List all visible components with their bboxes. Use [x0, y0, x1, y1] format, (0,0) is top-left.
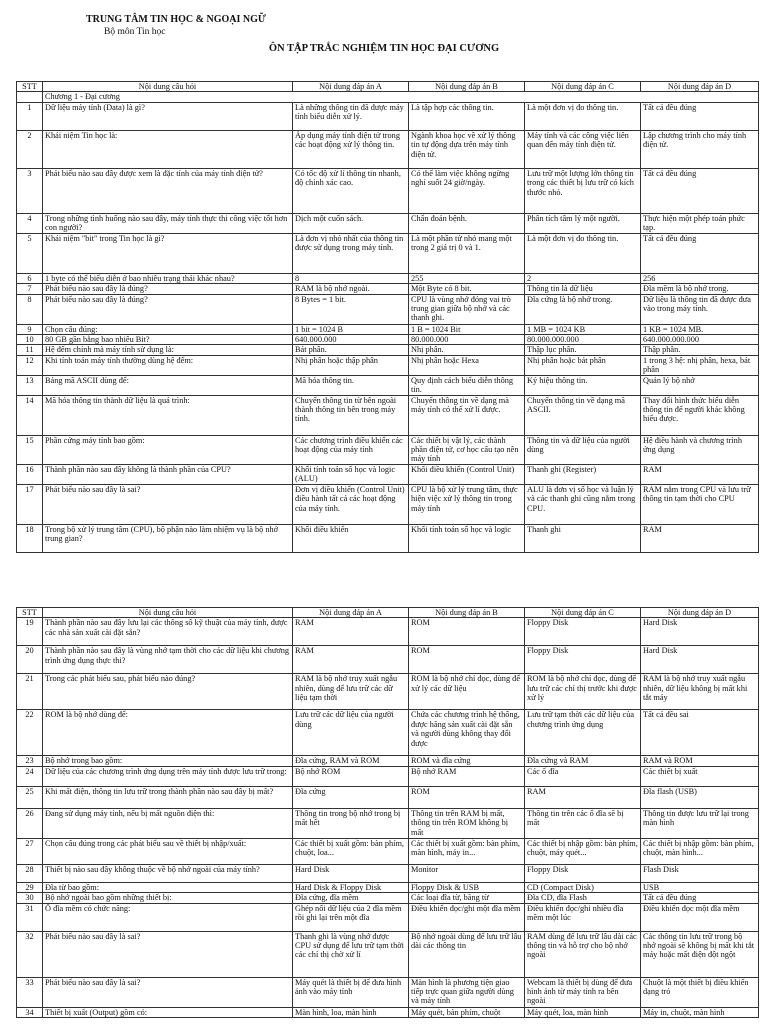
- header-org: TRUNG TÂM TIN HỌC & NGOẠI NGỮ: [86, 14, 266, 25]
- column-header: Nội dung đáp án B: [409, 608, 525, 618]
- row-number: 20: [17, 646, 43, 674]
- answer-cell: RAM và ROM: [641, 756, 759, 766]
- table-row: [17, 524, 759, 552]
- answer-cell: Nhị phân hoặc bát phân: [525, 355, 641, 375]
- row-number: 4: [17, 213, 43, 233]
- answer-cell: Các thông tin lưu trữ trong bộ nhớ ngoài sẽ không bị mất khi tắt máy hoặc mất điện đột ngột: [641, 931, 759, 977]
- answer-cell: RAM là bộ nhớ ngoài.: [293, 284, 409, 294]
- question-cell: Ổ đĩa mềm có chức năng:: [43, 903, 293, 931]
- answer-cell: Các thiết bị nhập gồm: bàn phím, chuột, máy quét...: [525, 838, 641, 864]
- column-header: Nội dung câu hỏi: [43, 82, 293, 92]
- answer-cell: 1 MB = 1024 KB: [525, 324, 641, 334]
- answer-cell: Là một phần tử nhỏ mang một trong 2 giá trị 0 và 1.: [409, 233, 525, 273]
- column-header: Nội dung đáp án C: [525, 608, 641, 618]
- question-cell: Hệ đếm chính mà máy tính sử dụng là:: [43, 345, 293, 355]
- answer-cell: RAM nằm trong CPU và lưu trữ thông tin tạm thời cho CPU: [641, 484, 759, 524]
- answer-cell: Là tập hợp các thông tin.: [409, 102, 525, 130]
- table-row: [17, 294, 759, 324]
- question-cell: Bộ nhớ ngoài bao gồm những thiết bị:: [43, 893, 293, 903]
- row-number: 30: [17, 893, 43, 903]
- question-cell: Đang sử dụng máy tính, nếu bị mất nguồn điện thì:: [43, 808, 293, 838]
- answer-cell: Dịch một cuốn sách.: [293, 213, 409, 233]
- answer-cell: Mã hóa thông tin.: [293, 375, 409, 395]
- row-number: 28: [17, 864, 43, 882]
- answer-cell: RAM: [293, 618, 409, 646]
- table-row: [17, 882, 759, 892]
- answer-cell: ROM: [409, 786, 525, 808]
- question-cell: Đĩa từ bao gồm:: [43, 882, 293, 892]
- column-header: Nội dung đáp án D: [641, 608, 759, 618]
- answer-cell: Hard Disk: [641, 646, 759, 674]
- table-row: [17, 355, 759, 375]
- answer-cell: Floppy Disk: [525, 864, 641, 882]
- answer-cell: Floppy Disk: [525, 646, 641, 674]
- answer-cell: Chuyển thông tin về dạng mà máy tính có thể xử lí được.: [409, 395, 525, 435]
- question-cell: 1 byte có thể biểu diễn ở bao nhiêu trạng thái khác nhau?: [43, 273, 293, 283]
- row-number: 22: [17, 710, 43, 756]
- answer-cell: Bộ nhớ ngoài dùng để lưu trữ lâu dài các thông tin: [409, 931, 525, 977]
- answer-cell: ROM là bộ nhớ chỉ đọc, dùng để xử lý các dữ liệu: [409, 674, 525, 710]
- answer-cell: Các thiết bị nhập gồm: bàn phím, chuột, màn hình...: [641, 838, 759, 864]
- answer-cell: Chứa các chương trình hệ thống, được hãng sản xuất cài đặt sẵn và người dùng không thay đổi được: [409, 710, 525, 756]
- chapter-blank-cell: [17, 92, 43, 102]
- answer-cell: Thanh ghi: [525, 524, 641, 552]
- table-row: [17, 395, 759, 435]
- answer-cell: Flash Disk: [641, 864, 759, 882]
- chapter-row: [17, 92, 759, 102]
- answer-cell: Là đơn vị nhỏ nhất của thông tin được sử dụng trong máy tính.: [293, 233, 409, 273]
- table-row: [17, 838, 759, 864]
- column-header: Nội dung đáp án C: [525, 82, 641, 92]
- answer-cell: Hard Disk & Floppy Disk: [293, 882, 409, 892]
- answer-cell: 8 Bytes = 1 bit.: [293, 294, 409, 324]
- answer-cell: 640.000.000: [293, 335, 409, 345]
- answer-cell: Floppy Disk & USB: [409, 882, 525, 892]
- row-number: 18: [17, 524, 43, 552]
- question-table-2: [16, 607, 759, 1018]
- answer-cell: Tất cả đều sai: [641, 710, 759, 756]
- row-number: 24: [17, 766, 43, 786]
- answer-cell: Tất cả đều đúng: [641, 893, 759, 903]
- question-cell: Khái niệm "bit" trong Tin học là gì?: [43, 233, 293, 273]
- answer-cell: Tất cả đều đúng: [641, 168, 759, 213]
- row-number: 23: [17, 756, 43, 766]
- column-header: Nội dung đáp án A: [293, 608, 409, 618]
- answer-cell: Đĩa cứng là bộ nhớ trong.: [525, 294, 641, 324]
- table-row: [17, 435, 759, 464]
- answer-cell: Máy quét, loa, màn hình: [525, 1007, 641, 1017]
- question-cell: Thành phần nào sau đây không là thành phần của CPU?: [43, 464, 293, 484]
- answer-cell: Màn hình là phương tiện giao tiếp trực quan giữa người dùng và máy tính: [409, 977, 525, 1007]
- column-header: STT: [17, 608, 43, 618]
- answer-cell: Tất cả đều đúng: [641, 102, 759, 130]
- answer-cell: Thông tin trên RAM bị mất, thông tin trên ROM không bị mất: [409, 808, 525, 838]
- answer-cell: Các ổ đĩa: [525, 766, 641, 786]
- row-number: 1: [17, 102, 43, 130]
- answer-cell: 1 KB = 1024 MB.: [641, 324, 759, 334]
- table-row: [17, 893, 759, 903]
- table-row: [17, 710, 759, 756]
- question-cell: Phát biểu nào sau đây là sai?: [43, 484, 293, 524]
- table-row: [17, 130, 759, 168]
- answer-cell: Đĩa mềm là bộ nhớ trong.: [641, 284, 759, 294]
- table-row: [17, 646, 759, 674]
- header-dept: Bộ môn Tin học: [104, 27, 166, 37]
- answer-cell: Chuột là một thiết bị điều khiển dạng trỏ: [641, 977, 759, 1007]
- answer-cell: Máy tính và các công việc liên quan đến máy tính điện tử.: [525, 130, 641, 168]
- table-row: [17, 931, 759, 977]
- table-row: [17, 375, 759, 395]
- table-row: [17, 864, 759, 882]
- answer-cell: Bát phân.: [293, 345, 409, 355]
- answer-cell: Thay đổi hình thức biểu diễn thông tin để người khác không hiểu được.: [641, 395, 759, 435]
- table-row: [17, 484, 759, 524]
- question-cell: Khái niệm Tin học là:: [43, 130, 293, 168]
- answer-cell: ROM: [409, 646, 525, 674]
- answer-cell: Điều khiển đọc một đĩa mềm: [641, 903, 759, 931]
- answer-cell: Các thiết bị xuất gồm: bàn phím, chuột, loa...: [293, 838, 409, 864]
- chapter-title: Chương 1 - Đại cương: [43, 92, 759, 102]
- table-row: [17, 674, 759, 710]
- question-cell: Dữ liệu máy tính (Data) là gì?: [43, 102, 293, 130]
- answer-cell: Nhị phân hoặc Hexa: [409, 355, 525, 375]
- answer-cell: 640.000.000.000: [641, 335, 759, 345]
- table-header-row: [17, 82, 759, 92]
- question-cell: Phần cứng máy tính bao gồm:: [43, 435, 293, 464]
- table-row: [17, 284, 759, 294]
- column-header: Nội dung đáp án B: [409, 82, 525, 92]
- table-row: [17, 903, 759, 931]
- question-cell: Trong bộ xử lý trung tâm (CPU), bộ phận nào làm nhiệm vụ là bộ nhớ trung gian?: [43, 524, 293, 552]
- answer-cell: Lập chương trình cho máy tính điện tử.: [641, 130, 759, 168]
- answer-cell: Đĩa cứng, RAM và ROM: [293, 756, 409, 766]
- row-number: 25: [17, 786, 43, 808]
- row-number: 14: [17, 395, 43, 435]
- question-cell: Trong các phát biểu sau, phát biểu nào đúng?: [43, 674, 293, 710]
- answer-cell: Lưu trữ một lượng lớn thông tin trong các thiết bị lưu trữ có kích thước nhỏ.: [525, 168, 641, 213]
- table-row: [17, 766, 759, 786]
- question-cell: Dữ liệu của các chương trình ứng dụng trên máy tính được lưu trữ trong:: [43, 766, 293, 786]
- row-number: 33: [17, 977, 43, 1007]
- answer-cell: Máy in, chuột, màn hình: [641, 1007, 759, 1017]
- row-number: 5: [17, 233, 43, 273]
- answer-cell: Khối tính toán số học và logic: [409, 524, 525, 552]
- row-number: 2: [17, 130, 43, 168]
- question-cell: Phát biểu nào sau đây là sai?: [43, 977, 293, 1007]
- answer-cell: Là một đơn vị đo thông tin.: [525, 102, 641, 130]
- answer-cell: CPU là vùng nhớ đóng vai trò trung gian giữa bộ nhớ và các thanh ghi.: [409, 294, 525, 324]
- answer-cell: Bộ nhớ ROM: [293, 766, 409, 786]
- answer-cell: Các loại đĩa từ, băng từ: [409, 893, 525, 903]
- question-cell: Bảng mã ASCII dùng để:: [43, 375, 293, 395]
- answer-cell: Đĩa CD, đĩa Flash: [525, 893, 641, 903]
- question-cell: Trong những tình huống nào sau đây, máy tính thực thi công việc tốt hơn con người?: [43, 213, 293, 233]
- answer-cell: Nhị phân.: [409, 345, 525, 355]
- answer-cell: Đĩa cứng, đĩa mềm: [293, 893, 409, 903]
- column-header: Nội dung đáp án A: [293, 82, 409, 92]
- table-row: [17, 324, 759, 334]
- row-number: 17: [17, 484, 43, 524]
- answer-cell: 1 B = 1024 Bit: [409, 324, 525, 334]
- question-table-1: [16, 81, 759, 553]
- question-cell: Thiết bị nào sau đây không thuộc về bộ nhớ ngoài của máy tính?: [43, 864, 293, 882]
- table-row: [17, 1007, 759, 1017]
- table-row: [17, 756, 759, 766]
- answer-cell: Quản lý bộ nhớ: [641, 375, 759, 395]
- question-cell: Khi tính toán máy tính thường dùng hệ đếm:: [43, 355, 293, 375]
- question-cell: Thiết bị xuất (Output) gồm có:: [43, 1007, 293, 1017]
- answer-cell: Webcam là thiết bị dùng để đưa hình ảnh từ máy tính ra bên ngoài: [525, 977, 641, 1007]
- row-number: 29: [17, 882, 43, 892]
- answer-cell: Thông tin trên các ổ đĩa sẽ bị mất: [525, 808, 641, 838]
- row-number: 21: [17, 674, 43, 710]
- question-cell: Thành phần nào sau đây lưu lại các thông số kỹ thuật của máy tính, được các nhà sản xuất cài đặt sẵn?: [43, 618, 293, 646]
- answer-cell: Thanh ghi là vùng nhớ được CPU sử dụng để lưu trữ tạm thời các chỉ thị chờ xử lí: [293, 931, 409, 977]
- answer-cell: Tất cả đều đúng: [641, 233, 759, 273]
- table-row: [17, 233, 759, 273]
- answer-cell: Chuyển thông tin về dạng mã ASCII.: [525, 395, 641, 435]
- answer-cell: 256: [641, 273, 759, 283]
- row-number: 27: [17, 838, 43, 864]
- answer-cell: Chuyển thông tin từ bên ngoài thành thông tin bên trong máy tính.: [293, 395, 409, 435]
- answer-cell: Hệ điều hành và chương trình ứng dụng: [641, 435, 759, 464]
- answer-cell: Phân tích tâm lý một người.: [525, 213, 641, 233]
- row-number: 6: [17, 273, 43, 283]
- table-row: [17, 786, 759, 808]
- question-cell: ROM là bộ nhớ dùng để:: [43, 710, 293, 756]
- table-row: [17, 168, 759, 213]
- row-number: 13: [17, 375, 43, 395]
- answer-cell: Thông tin trong bộ nhớ trong bị mất hết: [293, 808, 409, 838]
- answer-cell: Chẩn đoán bệnh.: [409, 213, 525, 233]
- row-number: 12: [17, 355, 43, 375]
- row-number: 9: [17, 324, 43, 334]
- table-row: [17, 464, 759, 484]
- answer-cell: ALU là đơn vị số học và luận lý và các thanh ghi cũng nằm trong CPU.: [525, 484, 641, 524]
- answer-cell: 255: [409, 273, 525, 283]
- answer-cell: Floppy Disk: [525, 618, 641, 646]
- answer-cell: Các thiết bị xuất gồm: bàn phím, màn hình, máy in...: [409, 838, 525, 864]
- answer-cell: 2: [525, 273, 641, 283]
- column-header: Nội dung đáp án D: [641, 82, 759, 92]
- row-number: 10: [17, 335, 43, 345]
- answer-cell: Có tốc độ xử lí thông tin nhanh, độ chính xác cao.: [293, 168, 409, 213]
- row-number: 11: [17, 345, 43, 355]
- row-number: 26: [17, 808, 43, 838]
- answer-cell: Khối điều khiển (Control Unit): [409, 464, 525, 484]
- question-cell: Phát biểu nào sau đây là sai?: [43, 931, 293, 977]
- question-cell: Phát biểu nào sau đây được xem là đặc tính của máy tính điện tử?: [43, 168, 293, 213]
- answer-cell: Thanh ghi (Register): [525, 464, 641, 484]
- answer-cell: RAM: [641, 524, 759, 552]
- answer-cell: CD (Compact Disk): [525, 882, 641, 892]
- question-cell: Thành phần nào sau đây là vùng nhớ tạm thời cho các dữ liệu khi chương trình ứng dụng thực thi?: [43, 646, 293, 674]
- table-row: [17, 977, 759, 1007]
- table-header-row: [17, 608, 759, 618]
- answer-cell: Lưu trữ các dữ liệu của người dùng: [293, 710, 409, 756]
- answer-cell: Khối tính toán số học và logic (ALU): [293, 464, 409, 484]
- answer-cell: Điều khiển đọc/ghi nhiều đĩa mềm một lúc: [525, 903, 641, 931]
- row-number: 32: [17, 931, 43, 977]
- row-number: 16: [17, 464, 43, 484]
- row-number: 7: [17, 284, 43, 294]
- table-row: [17, 618, 759, 646]
- answer-cell: Dữ liệu là thông tin đã được đưa vào trong máy tính.: [641, 294, 759, 324]
- answer-cell: 1 trong 3 hệ: nhị phân, hexa, bát phân: [641, 355, 759, 375]
- answer-cell: ROM và đĩa cứng: [409, 756, 525, 766]
- question-cell: Phát biểu nào sau đây là đúng?: [43, 294, 293, 324]
- answer-cell: Monitor: [409, 864, 525, 882]
- question-cell: Chọn câu đúng trong các phát biểu sau về thiết bị nhập/xuất:: [43, 838, 293, 864]
- answer-cell: Các chương trình điều khiển các hoạt động của máy tính: [293, 435, 409, 464]
- answer-cell: Một Byte có 8 bit.: [409, 284, 525, 294]
- answer-cell: Thông tin là dữ liệu: [525, 284, 641, 294]
- answer-cell: Ghép nối dữ liệu của 2 đĩa mềm rồi ghi lại trên một đĩa: [293, 903, 409, 931]
- answer-cell: RAM dùng để lưu trữ lâu dài các thông tin và hỗ trợ cho bộ nhớ ngoài: [525, 931, 641, 977]
- row-number: 19: [17, 618, 43, 646]
- question-cell: Bộ nhớ trong bao gồm:: [43, 756, 293, 766]
- answer-cell: Quy định cách biểu diễn thông tin.: [409, 375, 525, 395]
- question-cell: 80 GB gần bằng bao nhiêu Bit?: [43, 335, 293, 345]
- answer-cell: RAM: [293, 646, 409, 674]
- question-cell: Chọn câu đúng:: [43, 324, 293, 334]
- answer-cell: Thập phân.: [641, 345, 759, 355]
- answer-cell: Máy quét là thiết bị để đưa hình ảnh vào máy tính: [293, 977, 409, 1007]
- answer-cell: USB: [641, 882, 759, 892]
- answer-cell: Ngành khoa học về xử lý thông tin tự động dựa trên máy tính điện tử.: [409, 130, 525, 168]
- answer-cell: Hard Disk: [641, 618, 759, 646]
- answer-cell: 80.000.000.000: [525, 335, 641, 345]
- answer-cell: Máy quét, bàn phím, chuột: [409, 1007, 525, 1017]
- table-row: [17, 808, 759, 838]
- row-number: 15: [17, 435, 43, 464]
- table-row: [17, 213, 759, 233]
- answer-cell: Đơn vị điều khiển (Control Unit) điều hành tất cả các hoạt động của máy tính.: [293, 484, 409, 524]
- answer-cell: Các thiết bị vật lý, các thành phần điện tử, cơ học cấu tạo nên máy tính: [409, 435, 525, 464]
- answer-cell: RAM là bộ nhớ truy xuất ngẫu nhiên, dùng để lưu trữ các dữ liệu tạm thời: [293, 674, 409, 710]
- answer-cell: Áp dụng máy tính điện tử trong các hoạt động xử lý thông tin.: [293, 130, 409, 168]
- answer-cell: 8: [293, 273, 409, 283]
- answer-cell: Màn hình, loa, màn hình: [293, 1007, 409, 1017]
- answer-cell: Nhị phân hoặc thập phân: [293, 355, 409, 375]
- table-row: [17, 102, 759, 130]
- table-row: [17, 345, 759, 355]
- answer-cell: Đĩa flash (USB): [641, 786, 759, 808]
- answer-cell: Là những thông tin đã được máy tính biểu diễn xử lý.: [293, 102, 409, 130]
- answer-cell: Thông tin được lưu trữ lại trong màn hình: [641, 808, 759, 838]
- answer-cell: ROM: [409, 618, 525, 646]
- table-row: [17, 335, 759, 345]
- answer-cell: Bộ nhớ RAM: [409, 766, 525, 786]
- answer-cell: Khối điều khiển: [293, 524, 409, 552]
- answer-cell: Đĩa cứng và RAM: [525, 756, 641, 766]
- answer-cell: Thực hiện một phép toán phức tạp.: [641, 213, 759, 233]
- answer-cell: Thập lục phân.: [525, 345, 641, 355]
- answer-cell: Lưu trữ tạm thời các dữ liệu của chương trình ứng dụng: [525, 710, 641, 756]
- answer-cell: Có thể làm việc không ngừng nghỉ suốt 24 giờ/ngày.: [409, 168, 525, 213]
- answer-cell: 1 bit = 1024 B: [293, 324, 409, 334]
- answer-cell: Điều khiển đọc/ghi một đĩa mềm: [409, 903, 525, 931]
- answer-cell: Ký hiệu thông tin.: [525, 375, 641, 395]
- answer-cell: ROM là bộ nhớ chỉ đọc, dùng để lưu trữ các chỉ thị trước khi được xử lý: [525, 674, 641, 710]
- question-cell: Khi mất điện, thông tin lưu trữ trong thành phần nào sau đây bị mất?: [43, 786, 293, 808]
- row-number: 34: [17, 1007, 43, 1017]
- column-header: STT: [17, 82, 43, 92]
- answer-cell: Thông tin và dữ liệu của người dùng: [525, 435, 641, 464]
- answer-cell: Hard Disk: [293, 864, 409, 882]
- row-number: 3: [17, 168, 43, 213]
- question-cell: Mã hóa thông tin thành dữ liệu là quá trình:: [43, 395, 293, 435]
- answer-cell: RAM: [525, 786, 641, 808]
- answer-cell: CPU là bộ xử lý trung tâm, thực hiện việc xử lý thông tin trong máy tính: [409, 484, 525, 524]
- answer-cell: Đĩa cứng: [293, 786, 409, 808]
- answer-cell: Là một đơn vị đo thông tin.: [525, 233, 641, 273]
- table-row: [17, 273, 759, 283]
- row-number: 8: [17, 294, 43, 324]
- answer-cell: RAM: [641, 464, 759, 484]
- column-header: Nội dung câu hỏi: [43, 608, 293, 618]
- document-title: ÔN TẬP TRẮC NGHIỆM TIN HỌC ĐẠI CƯƠNG: [268, 43, 500, 54]
- answer-cell: Các thiết bị xuất: [641, 766, 759, 786]
- row-number: 31: [17, 903, 43, 931]
- question-cell: Phát biểu nào sau đây là đúng?: [43, 284, 293, 294]
- answer-cell: 80.000.000: [409, 335, 525, 345]
- answer-cell: RAM là bộ nhớ truy xuất ngẫu nhiên, dữ liệu không bị mất khi tắt máy: [641, 674, 759, 710]
